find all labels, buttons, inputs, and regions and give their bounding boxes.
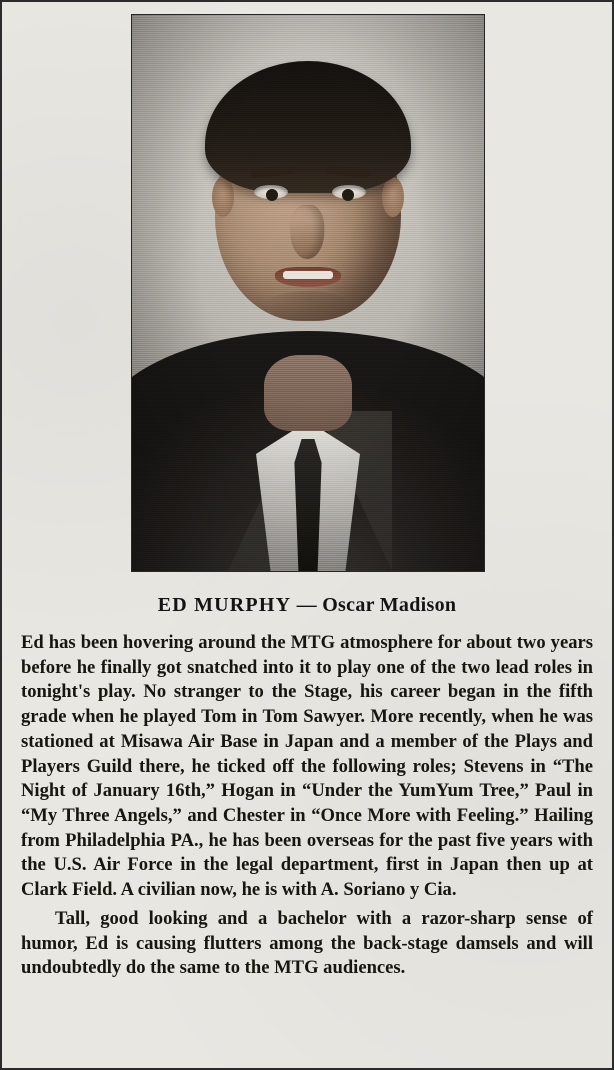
character-role: Oscar Madison — [322, 594, 457, 616]
portrait-container — [131, 14, 483, 572]
biography-text — [18, 631, 596, 981]
portrait-photograph — [131, 14, 485, 572]
photo-grain — [132, 15, 484, 571]
paragraph-1: Ed has been hovering around the MTG atmosphere for about two years before he finally got snatched into it to play one of the two lead roles in tonight's play. No stranger to the Stage, his career began in the fifth grade when he played Tom in Tom Sawyer. More recently, when he was stationed at Misawa Air Base in Japan and a member of the Plays and Players Guild there, he ticked off the following roles; Stevens in “The Night of January 16th,” Hogan in “Under the YumYum Tree,” Paul in “My Three Angels,” and Chester in “Once More with Feeling.” Hailing from Philadelphia PA., he has been overseas for the past five years with the U.S. Air Force in the legal department, first in Japan then up at Clark Field. A civilian now, he is with A. Soriano y Cia. — [21, 632, 593, 901]
paragraph-2: Tall, good looking and a bachelor with a razor-sharp sense of humor, Ed is causing flutters among the back-stage damsels and will undoubtedly do the same to the MTG audiences. — [21, 907, 593, 979]
person-name: ED MURPHY — [157, 594, 292, 616]
caption-separator: — — [296, 594, 317, 616]
photo-caption — [18, 594, 596, 617]
